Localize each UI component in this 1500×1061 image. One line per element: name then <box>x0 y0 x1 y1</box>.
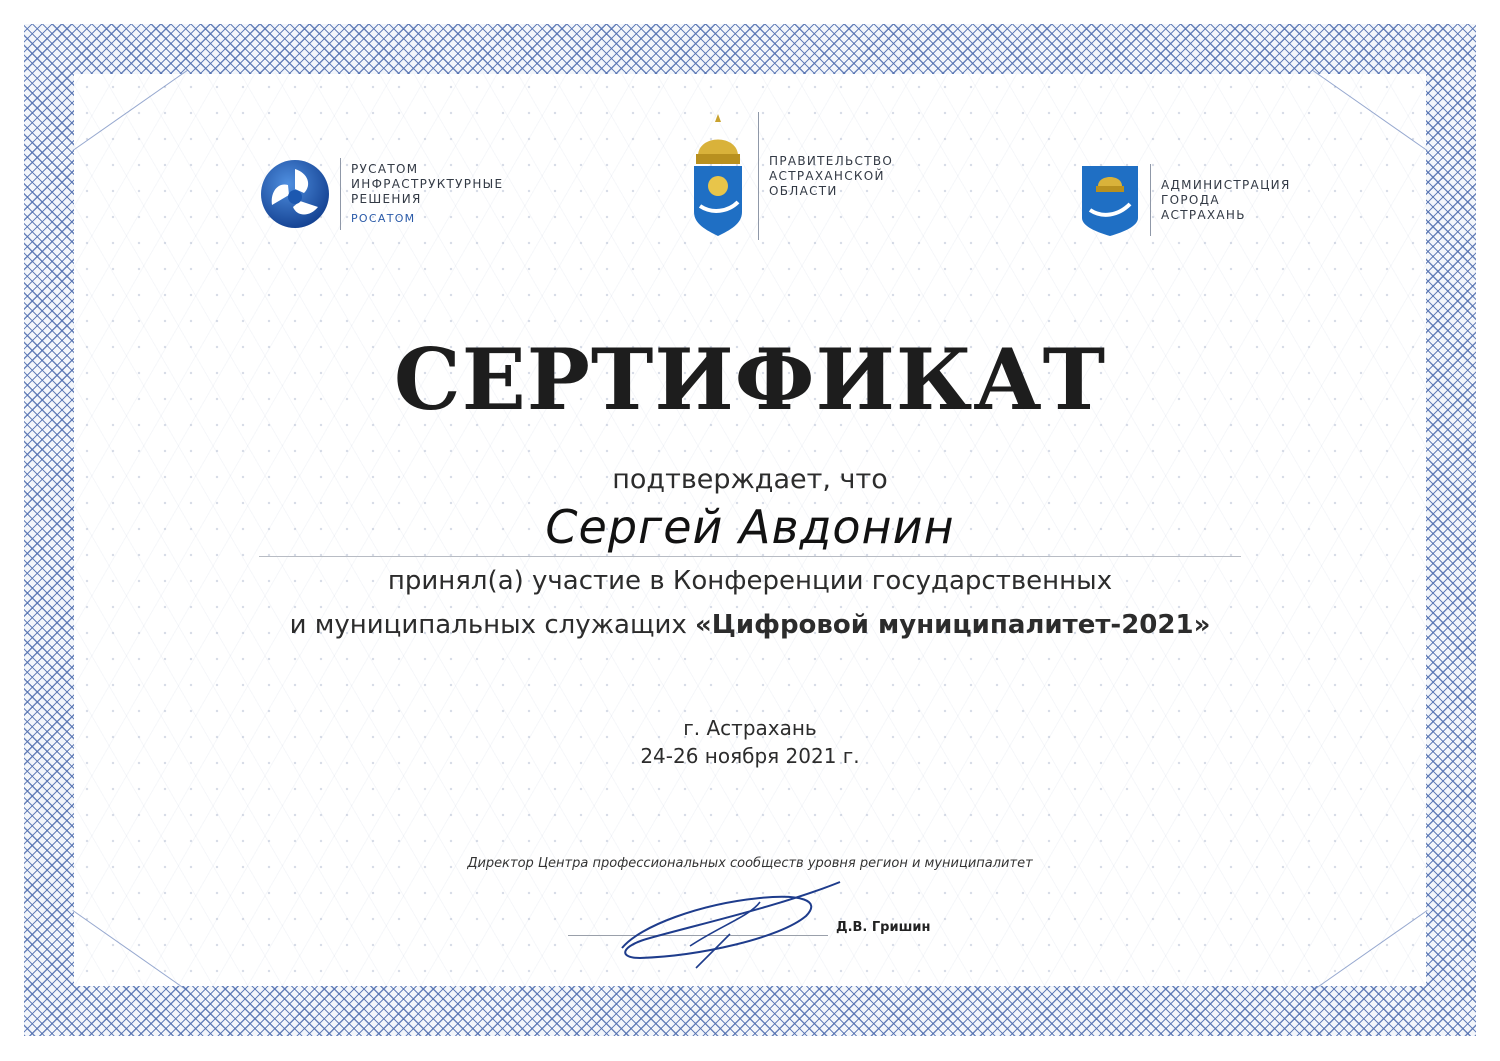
event-dates: 24-26 ноября 2021 г. <box>640 744 860 768</box>
event-city: г. Астрахань <box>683 716 817 740</box>
logo-divider <box>1150 164 1151 236</box>
certificate-title: СЕРТИФИКАТ <box>393 330 1107 429</box>
city-line-2: ГОРОДА <box>1161 192 1220 207</box>
city-line-1: АДМИНИСТРАЦИЯ <box>1161 177 1291 192</box>
recipient-name: Сергей Авдонин <box>545 500 955 554</box>
city-logo-text <box>1161 178 1291 223</box>
confirms-text: подтверждает, что <box>612 464 888 495</box>
handwritten-signature <box>610 876 850 976</box>
participation-line-2 <box>0 610 1500 640</box>
rosatom-line-3: РЕШЕНИЯ <box>351 192 422 206</box>
rosatom-line-2: ИНФРАСТРУКТУРНЫЕ <box>351 177 504 191</box>
city-line-3: АСТРАХАНЬ <box>1161 207 1246 222</box>
signer-role: Директор Центра профессиональных сообществ уровня регион и муниципалитет <box>467 856 1033 871</box>
rosatom-line-1: РУСАТОМ <box>351 162 419 176</box>
region-logo-text <box>769 154 893 199</box>
event-name: «Цифровой муниципалитет-2021» <box>695 610 1211 640</box>
rosatom-logo-text <box>351 162 503 226</box>
region-line-3: ОБЛАСТИ <box>769 183 838 198</box>
signer-name: Д.В. Гришин <box>836 920 931 935</box>
rosatom-sub: РОСАТОМ <box>351 212 416 225</box>
participation-line-1: принял(а) участие в Конференции государственных <box>387 566 1113 596</box>
region-line-1: ПРАВИТЕЛЬСТВО <box>769 153 894 168</box>
astrakhan-city-logo <box>1080 164 1291 236</box>
logo-divider <box>340 158 341 230</box>
rosatom-emblem-icon <box>260 159 330 229</box>
city-coat-of-arms-icon <box>1080 164 1140 236</box>
name-underline <box>259 556 1241 557</box>
participation-line-2-prefix: и муниципальных служащих <box>289 610 696 640</box>
rosatom-logo <box>260 158 503 230</box>
astrakhan-region-logo <box>688 112 893 240</box>
region-coat-of-arms-icon <box>688 112 748 240</box>
region-line-2: АСТРАХАНСКОЙ <box>769 168 885 183</box>
logo-divider <box>758 112 759 240</box>
